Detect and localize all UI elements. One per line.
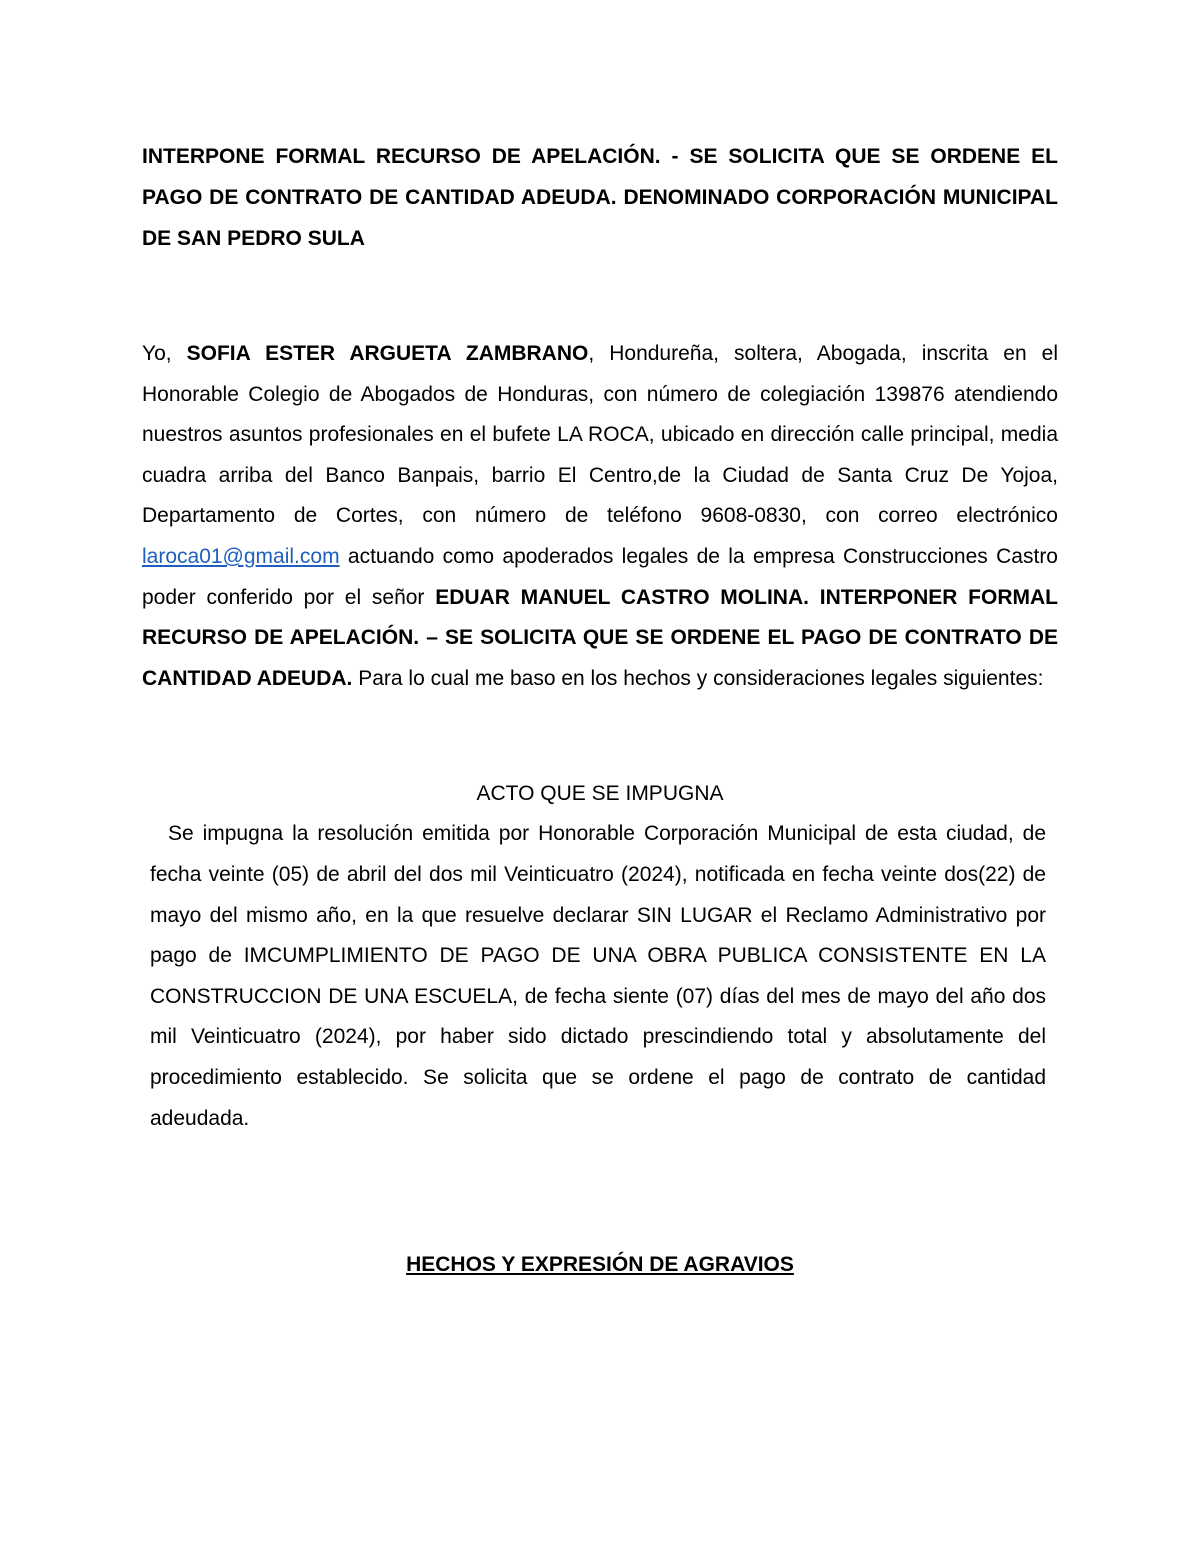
document-page xyxy=(142,136,1058,1285)
acto-body-text: Se impugna la resolución emitida por Honorable Corporación Municipal de esta ciudad, de fecha veinte (05) de abril del dos mil Veinticuatro (2024), notificada en fecha veinte dos(22) de mayo del mismo año, en la que resuelve declarar SIN LUGAR el Reclamo Administrativo por pago de IMCUMPLIMIENTO DE PAGO DE UNA OBRA PUBLICA CONSISTENTE EN LA CONSTRUCCION DE UNA ESCUELA, de fecha siente (07) días del mes de mayo del año dos mil Veinticuatro (2024), por haber sido dictado prescindiendo total y absolutamente del procedimiento establecido. Se solicita que se ordene el pago de contrato de cantidad adeudada. xyxy=(150,822,1046,1130)
intro-text-1: , Hondureña, soltera, Abogada, inscrita en el Honorable Colegio de Abogados de Honduras, con número de colegiación 139876 atendiendo nuestros asuntos profesionales en el bufete LA ROCA, ubicado en dirección calle principal, media cuadra arriba del Banco Banpais, barrio El Centro,de la Ciudad de Santa Cruz De Yojoa, Departamento de Cortes, con número de teléfono 9608-0830, con correo electrónico xyxy=(142,342,1059,528)
spacer xyxy=(142,699,1058,774)
intro-paragraph xyxy=(142,334,1058,699)
acto-heading: ACTO QUE SE IMPUGNA xyxy=(476,782,724,806)
intro-text-3: Para lo cual me baso en los hechos y consideraciones legales siguientes: xyxy=(352,666,1044,690)
document-title: INTERPONE FORMAL RECURSO DE APELACIÓN. - SE SOLICITA QUE SE ORDENE EL PAGO DE CONTRATO DE CANTIDAD ADEUDA. DENOMINADO CORPORACIÓN MUNICIPAL DE SAN PEDRO SULA xyxy=(142,145,1058,250)
author-name: SOFIA ESTER ARGUETA ZAMBRANO xyxy=(186,342,589,365)
intro-yo: Yo, xyxy=(142,342,187,365)
spacer xyxy=(142,259,1058,334)
spacer xyxy=(142,1139,1058,1245)
intro-bold-tail: EDUAR MANUEL CASTRO MOLINA. INTERPONER FORMAL RECURSO DE APELACIÓN. – SE SOLICITA QUE SE ORDENE EL PAGO DE CONTRATO DE CANTIDAD ADEUDA. xyxy=(142,585,1058,690)
email-link[interactable]: laroca01@gmail.com xyxy=(142,544,340,568)
hechos-heading: HECHOS Y EXPRESIÓN DE AGRAVIOS xyxy=(406,1253,794,1277)
acto-body xyxy=(150,814,1046,1139)
intro-text-2: actuando como apoderados legales de la empresa Construcciones Castro poder conferido por el señor xyxy=(142,544,1058,609)
